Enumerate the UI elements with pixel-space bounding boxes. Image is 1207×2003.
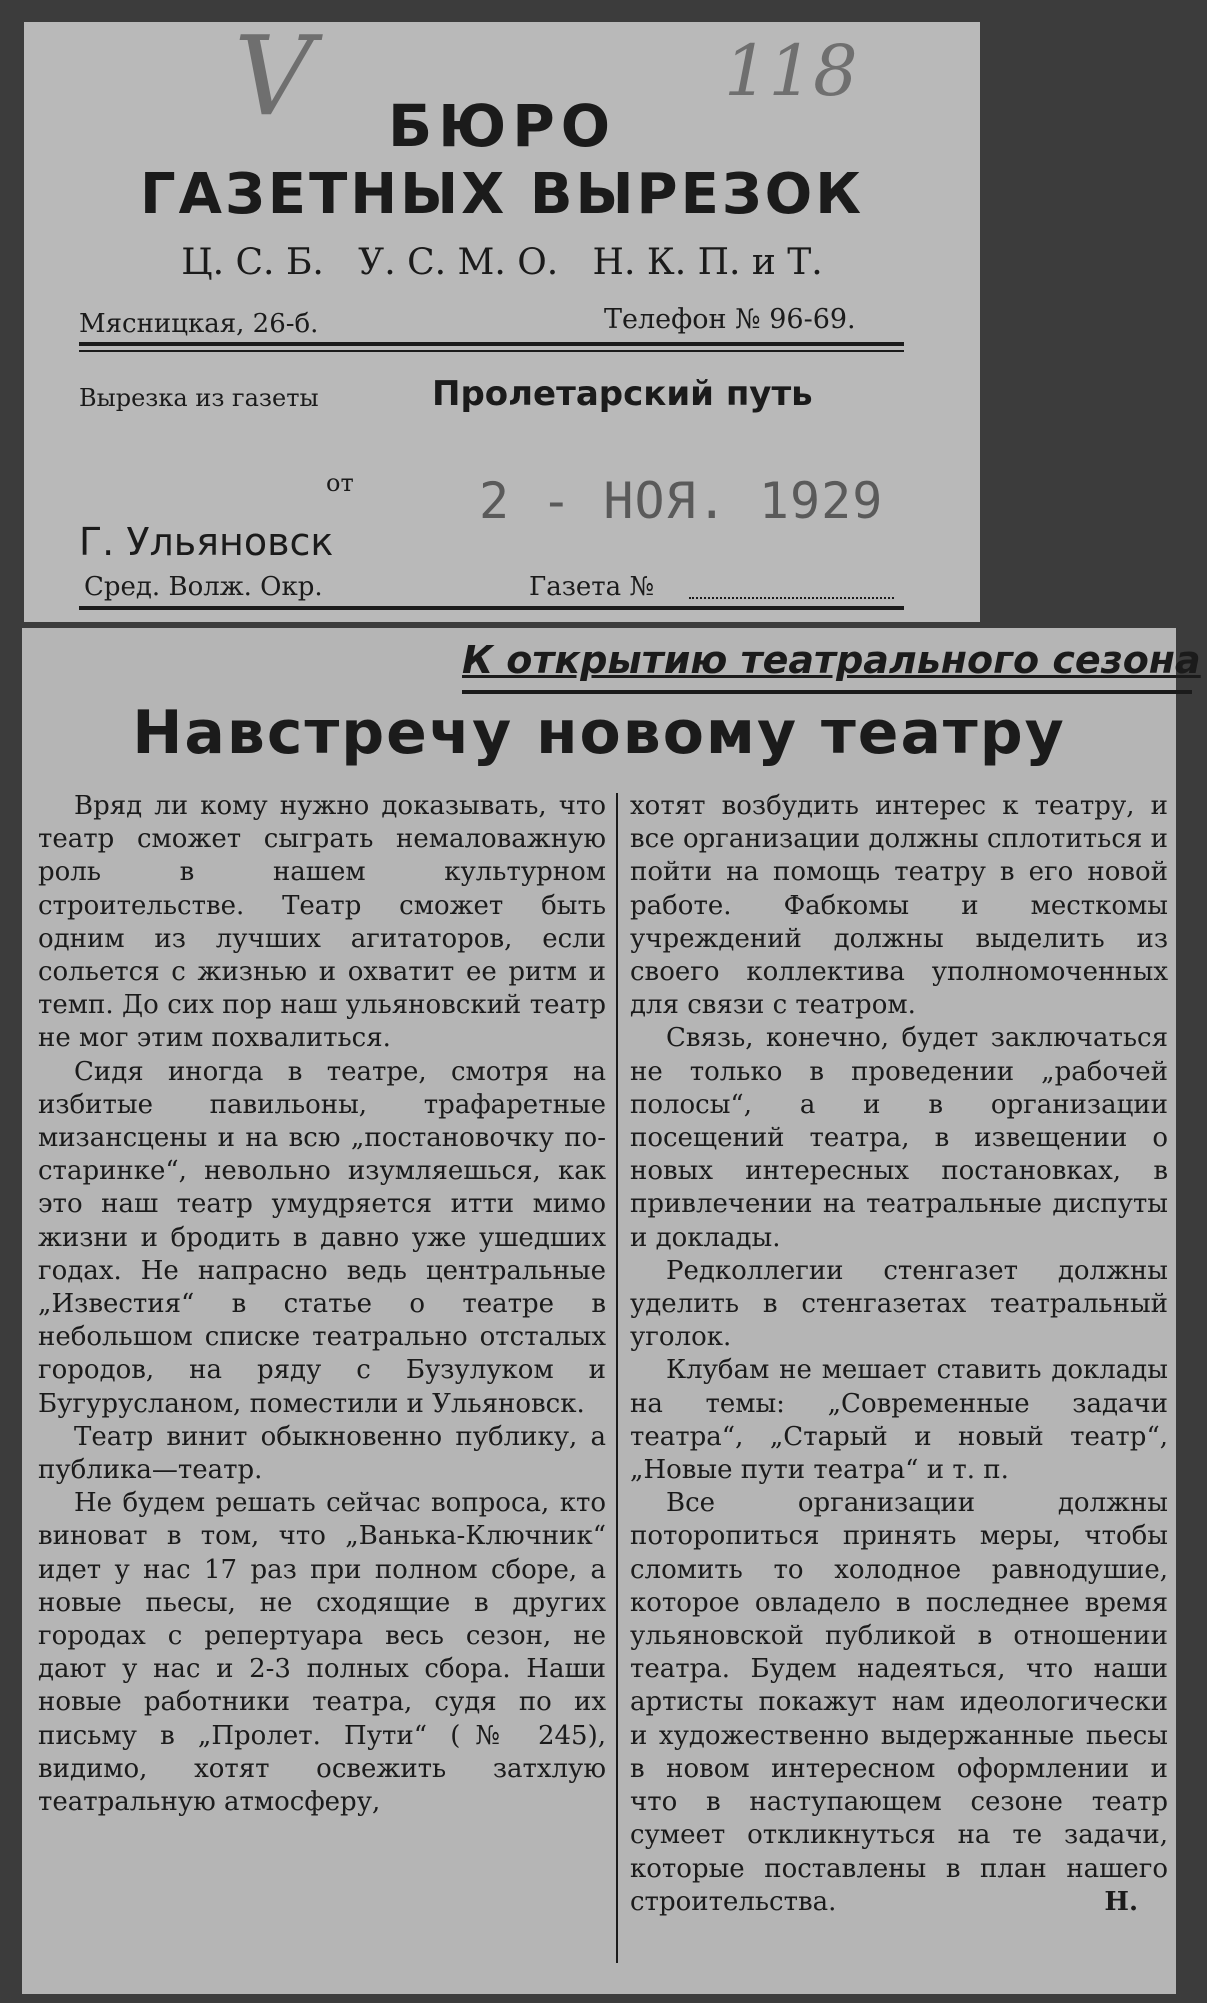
article-rubric: К открытию театрального сезона [462, 638, 1201, 682]
bureau-phone: Телефон № 96-69. [604, 304, 856, 335]
handwritten-check-mark: V [234, 12, 314, 140]
city-name: Г. Ульяновск [79, 520, 334, 564]
date-stamp: 2 - НОЯ. 1929 [479, 472, 884, 530]
form-bottom-rule [79, 606, 904, 610]
bureau-org: Ц. С. Б. У. С. М. О. Н. К. П. и Т. [181, 242, 823, 283]
rubric-rule [462, 690, 1192, 694]
column-divider [616, 793, 618, 1963]
right-paragraph-1: хотят возбудить интерес к театру, и все организации должны сплотиться и пойти на помощь театру в его новой работе. Фабкомы и месткомы учреждений должны выделить из своего коллектива уполномоченных для связи с театром. [630, 791, 1168, 1021]
bureau-title-line1: БЮРО [387, 92, 617, 160]
right-paragraph-4: Клубам не мешает ставить доклады на темы: „Современные задачи театра“, „Старый и новый театр“, „Новые пути театра“ и т. п. [630, 1355, 1168, 1486]
bureau-address: Мясницкая, 26-б. [79, 309, 319, 339]
bureau-title-line2: ГАЗЕТНЫХ ВЫРЕЗОК [140, 162, 864, 227]
header-rule-top [79, 342, 904, 346]
right-paragraph-5: Все организации должны поторопиться принять меры, чтобы сломить то холодное равнодушие, которое овладело в последнее время ульяновской публикой в отношении театра. Будем надеяться, что наши артисты покажут нам идеологически и художественно выдержанные пьесы в новом интересном оформлении и что в наступающем сезоне театр сумеет откликнуться на те задачи, которые поставлены в план нашего строительства. [630, 1488, 1168, 1917]
article-left-column [38, 790, 606, 1819]
issue-number-label: Газета № [529, 572, 655, 602]
left-paragraph-4: Не будем решать сейчас вопроса, кто виноват в том, что „Ванька-Ключник“ идет у нас 17 раз при полном сборе, а новые пьесы, не сходящие в других городах с репертуара весь сезон, не дают у нас и 2-3 полных сбора. Наши новые работники театра, судя по их письму в „Пролет. Пути“ (№ 245), видимо, хотят освежить затхлую театральную атмосферу, [38, 1488, 606, 1818]
clipping-bureau-form [24, 12, 980, 622]
article-signature: Н. [1104, 1886, 1138, 1917]
date-label: от [326, 469, 354, 497]
left-paragraph-2: Сидя иногда в театре, смотря на избитые павильоны, трафаретные мизансцены и на всю „постановочку по-старинке“, невольно изумляешься, как это наш театр умудряется итти мимо жизни и бродить в давно уже ушедших годах. Не напрасно ведь центральные „Известия“ в статье о театре в небольшом списке театрально отсталых городов, на ряду с Бузулуком и Бугурусланом, поместили и Ульяновск. [38, 1056, 606, 1419]
article-headline: Навстречу новому театру [132, 698, 1066, 768]
handwritten-number: 118 [724, 30, 858, 112]
article-right-column [630, 790, 1168, 1919]
right-paragraph-2: Связь, конечно, будет заключаться не только в проведении „рабочей полосы“, а и в организации посещений театра, в извещении о новых интересных постановках, в привлечении на театральные диспуты и доклады. [630, 1023, 1168, 1253]
newspaper-name: Пролетарский путь [432, 374, 813, 414]
header-rule-bottom [79, 350, 904, 352]
newspaper-from-label: Вырезка из газеты [79, 384, 319, 412]
right-paragraph-3: Редколлегии стенгазет должны уделить в стенгазетах театральный уголок. [630, 1255, 1168, 1353]
left-paragraph-3: Театр винит обыкновенно публику, а публика—театр. [38, 1421, 606, 1486]
issue-number-dotted-line [689, 597, 894, 599]
region-name: Сред. Волж. Окр. [84, 572, 323, 602]
newspaper-clipping [22, 628, 1201, 1994]
left-paragraph-1: Вряд ли кому нужно доказывать, что театр сможет сыграть немаловажную роль в нашем культурном строительстве. Театр сможет быть одним из лучших агитаторов, если сольется с жизнью и охватит ее ритм и темп. До сих пор наш ульяновский театр не мог этим похвалиться. [38, 791, 606, 1054]
